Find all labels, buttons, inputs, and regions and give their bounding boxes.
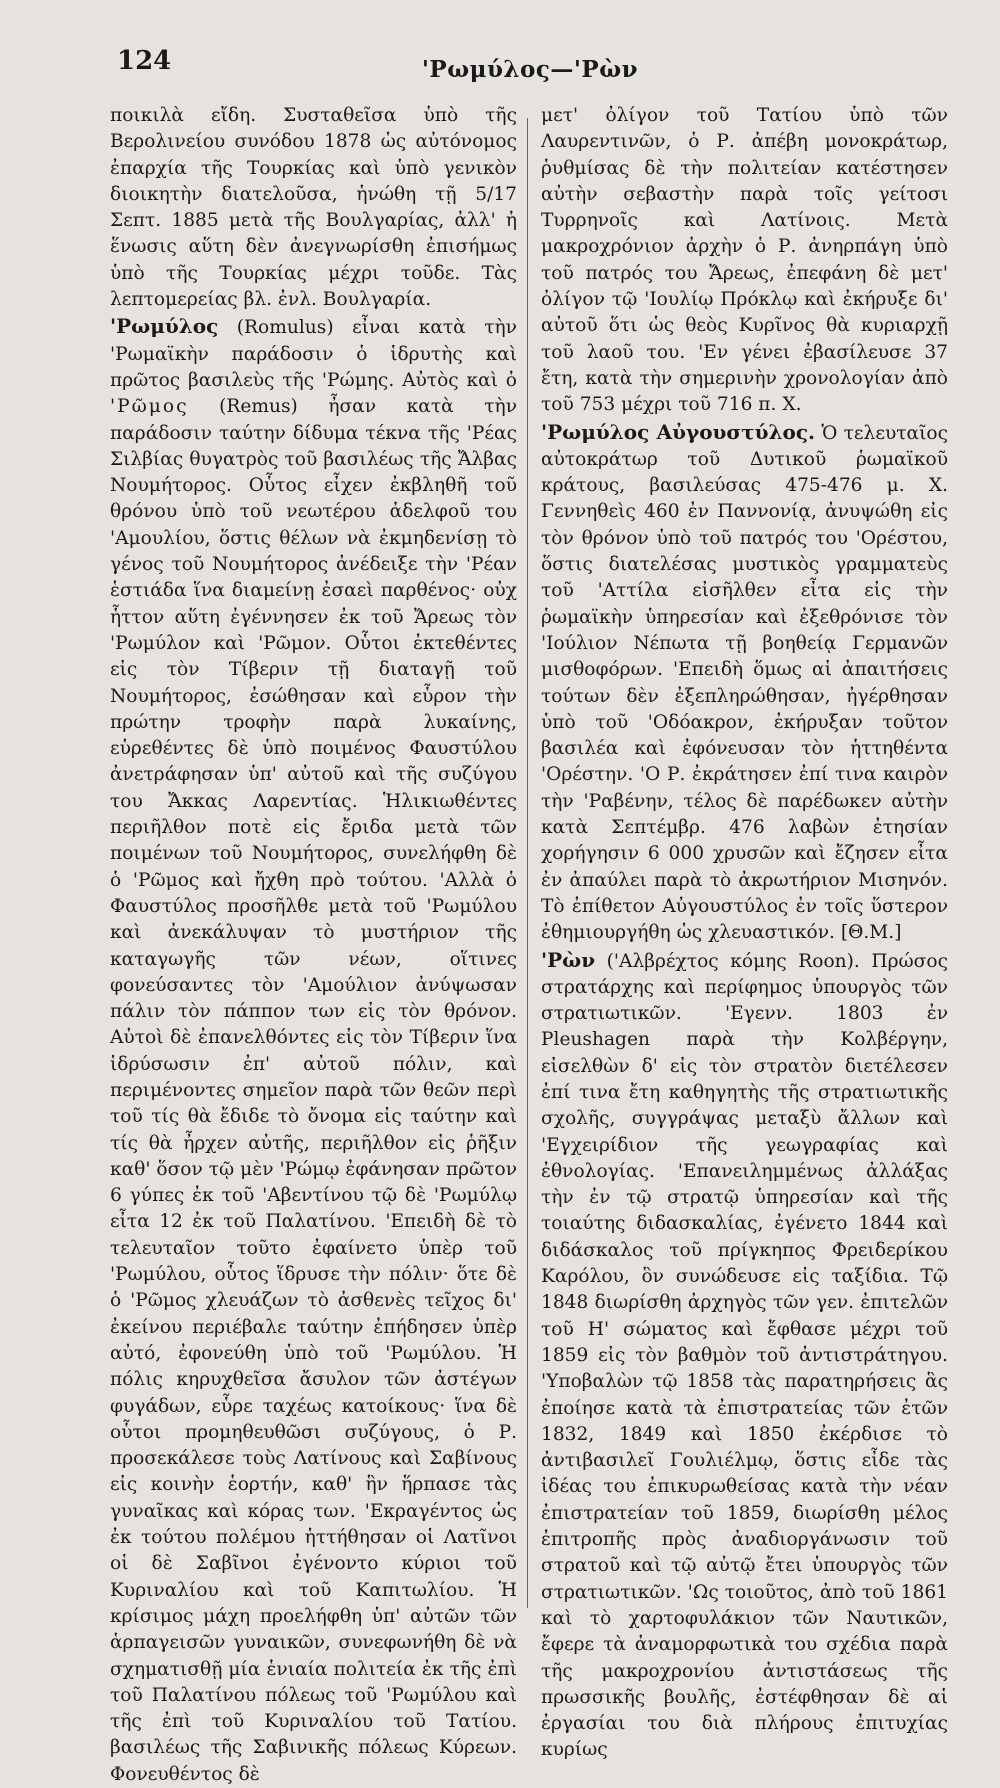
entry-continuation: ποικιλὰ εἴδη. Συσταθεῖσα ὑπὸ τῆς Βερολινείου συνόδου 1878 ὡς αὐτόνομος ἐπαρχία τῆς Τουρκίας καὶ ὑπὸ γενικὸν διοικητὴν διατελοῦσα, ἡνώθη τῇ 5/17 Σεπτ. 1885 μετὰ τῆς Βουλγαρίας, ἀλλ' ἡ ἕνωσις αὕτη δὲν ἀνεγνωρίσθη ἐπισήμως ὑπὸ τῆς Τουρκίας μέχρι τοῦδε. Τὰς λεπτομερείας βλ. ἐνλ. Βουλγαρία.: [110, 105, 517, 311]
right-column: [541, 103, 948, 1764]
entry-roon-text: ('Αλβρέχτος κόμης Roon). Πρώσος στρατάρχης καὶ περίφημος ὑπουργὸς τῶν στρατιωτικῶν. 'Εγενν. 1803 ἐν Pleushagen παρὰ τὴν Κολβέργην, εἰσελθὼν δ' εἰς τὸν στρατὸν διετέλεσεν ἐπί τινα ἔτη καθηγητὴς τῆς στρατιωτικῆς σχολῆς, συγγράψας μεταξὺ ἄλλων καὶ 'Εγχειρίδιον τῆς γεωγραφίας καὶ ἐθνολογίας. 'Επανειλημμένως ἀλλάξας τὴν ἐν τῷ στρατῷ ὑπηρεσίαν καὶ τῆς τοιαύτης διδασκαλίας, ἐγένετο 1844 καὶ διδάσκαλος τοῦ πρίγκηπος Φρειδερίκου Καρόλου, ὃν συνώδευσε εἰς ταξίδια. Τῷ 1848 διωρίσθη ἀρχηγὸς τῶν γεν. ἐπιτελῶν τοῦ Η' σώματος καὶ ἔφθασε μέχρι τοῦ 1859 εἰς τὸν βαθμὸν τοῦ ἀντιστράτηγου. 'Υποβαλὼν τῷ 1858 τὰς παρατηρήσεις ἃς ἐποίησε κατὰ τὰ ἐπιστρατείας τῶν ἐτῶν 1832, 1849 καὶ 1850 ἐκέρδισε τὸ ἀντιβασιλεῖ Γουλιέλμῳ, ὅστις εἶδε τὰς ἰδέας του ἐπικυρωθείσας κατὰ τὴν νέαν ἐπιστρατείαν τοῦ 1859, διωρίσθη μέλος ἐπιτροπῆς πρὸς ἀναδιοργάνωσιν τοῦ στρατοῦ καὶ τῷ αὐτῷ ἔτει ὑπουργὸς τῶν στρατιωτικῶν. 'Ως τοιοῦτος, ἀπὸ τοῦ 1861 καὶ τὸ χαρτοφυλάκιον τῶν Ναυτικῶν, ἔφερε τὰ ἀναμορφωτικὰ του σχέδια παρὰ τῆς μακροχρονίου ἀντιστάσεως τῆς πρωσσικῆς βουλῆς, ἐστέφθησαν δὲ αἱ ἐργασίαι του διὰ πλήρους ἐπιτυχίας κυρίως: [541, 950, 948, 1761]
entry-romulus-rest: (Remus) ἦσαν κατὰ τὴν παράδοσιν ταύτην δίδυμα τέκνα τῆς 'Ρέας Σιλβίας θυγατρὸς τοῦ βασιλέως τῆς Ἄλβας Νουμήτορος. Οὗτος εἶχεν ἐκβληθῆ τοῦ θρόνου ὑπὸ τοῦ νεωτέρου ἀδελφοῦ του 'Αμουλίου, ὅστις θέλων νὰ ἐκμηδενίσῃ τὸ γένος τοῦ Νουμήτορος ἀνέδειξε τὴν 'Ρέαν ἑστιάδα ἵνα διαμείνῃ ἐσαεὶ παρθένος· οὐχ ἧττον αὕτη ἐγέννησεν ἐκ τοῦ Ἄρεως τὸν 'Ρωμύλον καὶ 'Ρῶμον. Οὗτοι ἐκτεθέντες εἰς τὸν Τίβεριν τῇ διαταγῇ τοῦ Νουμήτορος, ἐσώθησαν καὶ εὗρον τὴν πρώτην τροφὴν παρὰ λυκαίνης, εὑρεθέντες δὲ ὑπὸ ποιμένος Φαυστύλου ἀνετράφησαν ὑπ' αὐτοῦ καὶ τῆς συζύγου του Ἄκκας Λαρεντίας. Ἡλικιωθέντες περιῆλθον ποτὲ εἰς ἔριδα μετὰ τῶν ποιμένων τοῦ Νουμήτορος, συνελήφθη δὲ ὁ 'Ρῶμος καὶ ἤχθη πρὸ τούτου. 'Αλλὰ ὁ Φαυστύλος προσῆλθε μετὰ τοῦ 'Ρωμύλου καὶ ἀνεκάλυψαν τὸ μυστήριον τῆς καταγωγῆς τῶν νέων, οἵτινες φονεύσαντες τὸν 'Αμούλιον ἀνύψωσαν πάλιν τὸν πάππον των εἰς τὸν θρόνον. Αὐτοὶ δὲ ἐπανελθόντες εἰς τὸν Τίβεριν ἵνα ἱδρύσωσιν ἐπ' αὐτοῦ πόλιν, καὶ περιμένοντες σημεῖον παρὰ τῶν θεῶν περὶ τοῦ τίς θὰ ἔδιδε τὸ ὄνομα εἰς ταύτην καὶ τίς θὰ ἦρχεν αὐτῆς, περιῆλθον εἰς ῥῆξιν καθ' ὅσον τῷ μὲν 'Ρώμῳ ἐφάνησαν πρῶτον 6 γύπες ἐκ τοῦ 'Αβεντίνου τῷ δὲ 'Ρωμύλῳ εἶτα 12 ἐκ τοῦ Παλατίνου. 'Επειδὴ δὲ τὸ τελευταῖον τοῦτο ἐφαίνετο ὑπὲρ τοῦ 'Ρωμύλου, οὗτος ἵδρυσε τὴν πόλιν· ὅτε δὲ ὁ 'Ρῶμος χλευάζων τὸ ἀσθενὲς τεῖχος δι' ἐκείνου περιέβαλε ταύτην ἐπήδησεν ὑπὲρ αὐτό, ἐφονεύθη ὑπὸ τοῦ 'Ρωμύλου. Ἡ πόλις κηρυχθεῖσα ἄσυλον τῶν ἀστέγων φυγάδων, εὗρε ταχέως κατοίκους· ἵνα δὲ οὗτοι προμηθευθῶσι συζύγους, ὁ Ρ. προσεκάλεσε τοὺς Λατίνους καὶ Σαβίνους εἰς κοινὴν ἑορτήν, καθ' ἣν ἥρπασε τὰς γυναῖκας καὶ κόρας των. 'Εκραγέντος ὡς ἐκ τούτου πολέμου ἡττήθησαν οἱ Λατῖνοι οἱ δὲ Σαβῖνοι ἐγένοντο κύριοι τοῦ Κυριναλίου καὶ τοῦ Καπιτωλίου. Ἡ κρίσιμος μάχη προελήφθη ὑπ' αὐτῶν τῶν ἁρπαγεισῶν γυναικῶν, συνεφωνήθη δὲ νὰ σχηματισθῇ μία ἑνιαία πολιτεία ἐκ τῆς ἐπὶ τοῦ Παλατίνου πόλεως τοῦ 'Ρωμύλου καὶ τῆς ἐπὶ τοῦ Κυριναλίου τοῦ Τατίου. βασιλέως τῆς Σαβινικῆς πόλεως Κύρεων. Φονευθέντος δὲ: [110, 396, 517, 1785]
headword-romulus: 'Ρωμύλος: [110, 314, 219, 339]
running-head: 'Ρωμύλος—'Ρὼν: [421, 56, 639, 83]
headword-roon: 'Ρὼν: [541, 947, 596, 972]
column-divider: [527, 118, 528, 1608]
entry-augustulus-text: Ὁ τελευταῖος αὐτοκράτωρ τοῦ Δυτικοῦ ῥωμαϊκοῦ κράτους, βασιλεύσας 475-476 μ. Χ. Γεννηθεὶς 460 ἐν Παννονίᾳ, ἀνυψώθη εἰς τὸν θρόνον ὑπὸ τοῦ πατρός του 'Ορέστου, ὅστις διατελέσας μυστικὸς γραμματεὺς τοῦ 'Αττίλα εἰσῆλθεν εἶτα εἰς τὴν ῥωμαϊκὴν ὑπηρεσίαν καὶ ἐξεθρόνισε τὸν 'Ιούλιον Νέπωτα τῇ βοηθείᾳ Γερμανῶν μισθοφόρων. 'Επειδὴ ὅμως αἱ ἀπαιτήσεις τούτων δὲν ἐξεπληρώθησαν, ἠγέρθησαν ὑπὸ τοῦ 'Οδόακρον, ἐκήρυξαν τοῦτον βασιλέα καὶ ἐφόνευσαν τὸν ἡττηθέντα 'Ορέστην. 'Ο Ρ. ἐκράτησεν ἐπί τινα καιρὸν τὴν 'Ραβένην, τέλος δὲ παρέδωκεν αὐτὴν κατὰ Σεπτέμβρ. 476 λαβὼν ἐτησίαν χορήγησιν 6 000 χρυσῶν καὶ ἔζησεν εἶτα ἐν ἀπαύλει παρὰ τὸ ἀκρωτήριον Μισηνόν. Τὸ ἐπίθετον Αὐγουστύλος ἐν τοῖς ὕστερον ἐθημιουργήθη ὡς χλευαστικόν. [Θ.Μ.]: [541, 422, 949, 944]
entry-romulus-augustulus: [541, 419, 948, 947]
entry-roon: [541, 947, 948, 1764]
name-remos: 'Ρῶμος: [110, 396, 189, 418]
page-number: 124: [117, 46, 172, 76]
entry-romulus-text: (Romulus) εἶναι κατὰ τὴν 'Ρωμαϊκὴν παράδοσιν ὁ ἱδρυτὴς καὶ πρῶτος βασιλεὺς τῆς 'Ρώμης. Αὐτὸς καὶ ὁ: [110, 317, 517, 391]
left-column: [110, 103, 517, 1788]
entry-romulus: [110, 313, 517, 1788]
headword-romulus-augustulus: 'Ρωμύλος Αὐγουστύλος.: [541, 419, 816, 444]
entry-romulus-continuation: μετ' ὀλίγον τοῦ Τατίου ὑπὸ τῶν Λαυρεντινῶν, ὁ Ρ. ἀπέβη μονοκράτωρ, ῥυθμίσας δὲ τὴν πολιτείαν κατέστησεν αὐτὴν σεβαστὴν παρὰ τοῖς γείτοσι Τυρρηνοῖς καὶ Λατίνοις. Μετὰ μακροχρόνιον ἀρχὴν ὁ Ρ. ἀνηρπάγη ὑπὸ τοῦ πατρός του Ἄρεως, ἐπεφάνη δὲ μετ' ὀλίγον τῷ 'Ιουλίῳ Πρόκλῳ καὶ ἐκήρυξε δι' αὐτοῦ ὅτι ὡς θεὸς Κυρῖνος θὰ κυριαρχῇ τοῦ λαοῦ του. 'Εν γένει ἐβασίλευσε 37 ἔτη, κατὰ τὴν σημερινὴν χρονολογίαν ἀπὸ τοῦ 753 μέχρι τοῦ 716 π. Χ.: [541, 105, 948, 416]
